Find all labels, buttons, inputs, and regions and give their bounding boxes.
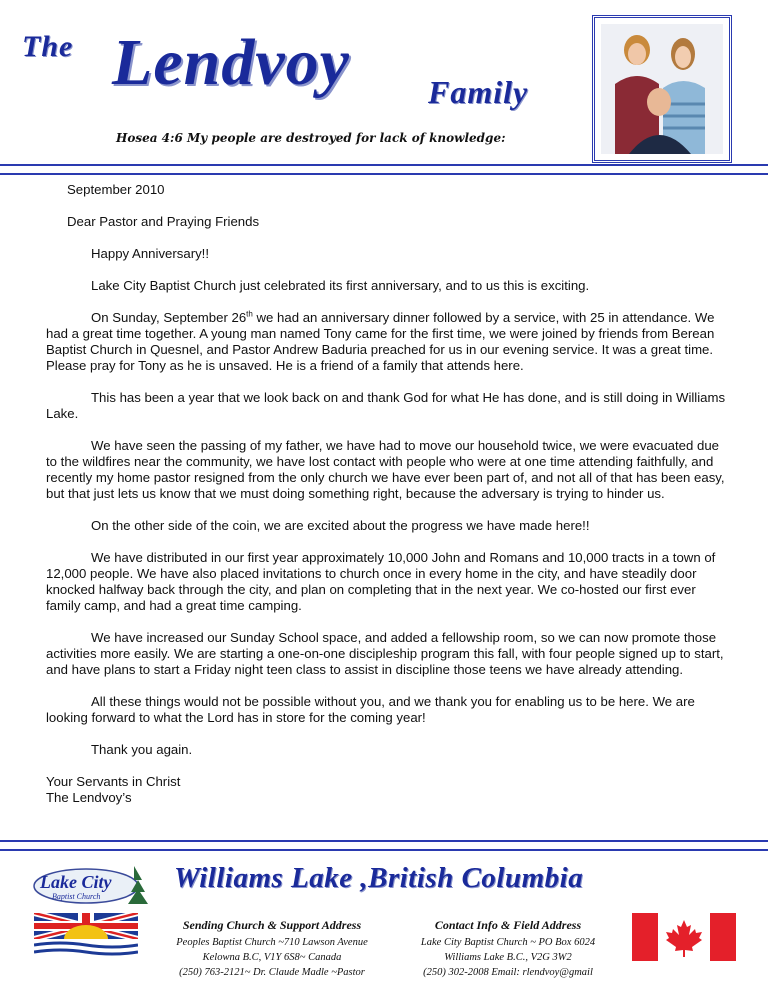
logo-subtitle: Baptist Church [52,892,101,901]
title-suffix: Family [428,74,529,110]
sending-heading: Sending Church & Support Address [182,918,362,932]
contact-line-3: (250) 302-2008 Email: rlendvoy@gmail [423,967,593,978]
sending-line-3: (250) 763-2121~ Dr. Claude Madle ~Pastor [179,967,365,978]
family-photo [601,24,723,154]
letter-closing: Your Servants in Christ [46,774,181,789]
paragraph-anniversary: Happy Anniversary!! [91,246,210,261]
letter-body [46,182,726,806]
paragraph-thank-again: Thank you again. [91,742,193,757]
contact-heading: Contact Info & Field Address [434,918,582,932]
family-photo-frame [592,15,732,163]
paragraph-thanks-all: All these things would not be possible without you, and we thank you for enabling us to be here. We are looking forward to what the Lord has in store for the coming year! [46,694,695,725]
letter-signature: The Lendvoy’s [46,790,132,805]
header-divider [0,164,768,175]
canada-flag-icon [632,913,736,961]
paragraph-other-side: On the other side of the coin, we are excited about the progress we have made here!! [91,518,590,533]
contact-address [396,918,620,980]
bc-flag-icon [34,913,138,961]
sending-church-address [160,918,384,980]
verse-quote: Hosea 4:6 My people are destroyed for lack of knowledge: [116,131,506,145]
church-logo [30,860,156,910]
title-main: Lendvoy [112,26,350,99]
location-title: Williams Lake ,British Columbia [174,862,584,894]
letter-date: September 2010 [67,182,165,197]
paragraph-passing: We have seen the passing of my father, we have had to move our household twice, we were evacuated due to the wildfires near the community, we have lost contact with people who were at one time attending faithfully, and recently my home pastor resigned from the only church we have ever been part of, and not all of that has been easy, but that just lets us know that we must doing something right, because the adversary is trying to hinder us. [46,438,725,501]
letter-greeting: Dear Pastor and Praying Friends [67,214,260,229]
paragraph-sunday [46,310,726,374]
family-photo-image [601,24,723,154]
contact-line-1: Lake City Baptist Church ~ PO Box 6024 [420,937,596,948]
contact-line-2: Williams Lake B.C., V2G 3W2 [444,952,572,963]
sending-line-1: Peoples Baptist Church ~710 Lawson Avenue [176,937,368,948]
title-prefix: The [22,30,74,63]
paragraph-year: This has been a year that we look back on and thank God for what He has done, and is still doing in Williams Lake. [46,390,726,421]
paragraph-distributed: We have distributed in our first year approximately 10,000 John and Romans and 10,000 tracts in a town of 12,000 people. We have also placed invitations to church once in every home in the city, and have steadily door knocked halfway back through the city, and plan on completing that in the next year. We co-hosted our first ever family camp, and had a great time camping. [46,550,716,613]
sending-line-2: Kelowna B.C, V1Y 6S8~ Canada [202,952,342,963]
footer-divider [0,840,768,851]
paragraph-sunday-school: We have increased our Sunday School space, and added a fellowship room, so we can now promote those activities more easily. We are starting a one-on-one discipleship program this fall, with four people signed up to start, and have plans to start a Friday night teen class to assist in discipline those teens we have already attending. [46,630,724,677]
paragraph-sunday-start: On Sunday, September 26 [91,310,247,325]
ordinal-suffix: th [246,309,253,319]
paragraph-celebrated: Lake City Baptist Church just celebrated its first anniversary, and to us this is exciting. [91,278,590,293]
logo-name: Lake City [40,872,112,892]
paragraph-sunday-rest: we had an anniversary dinner followed by a service, with 25 in attendance. We had a great time together. A young man named Tony came for the first time, we were joined by friends from Berean Baptist Church in Quesnel, and Pastor Andrew Baduria preached for us in our evening service. It was a great time. Please pray for Tony as he is unsaved. He is a friend of a family that attends here. [46,310,715,373]
